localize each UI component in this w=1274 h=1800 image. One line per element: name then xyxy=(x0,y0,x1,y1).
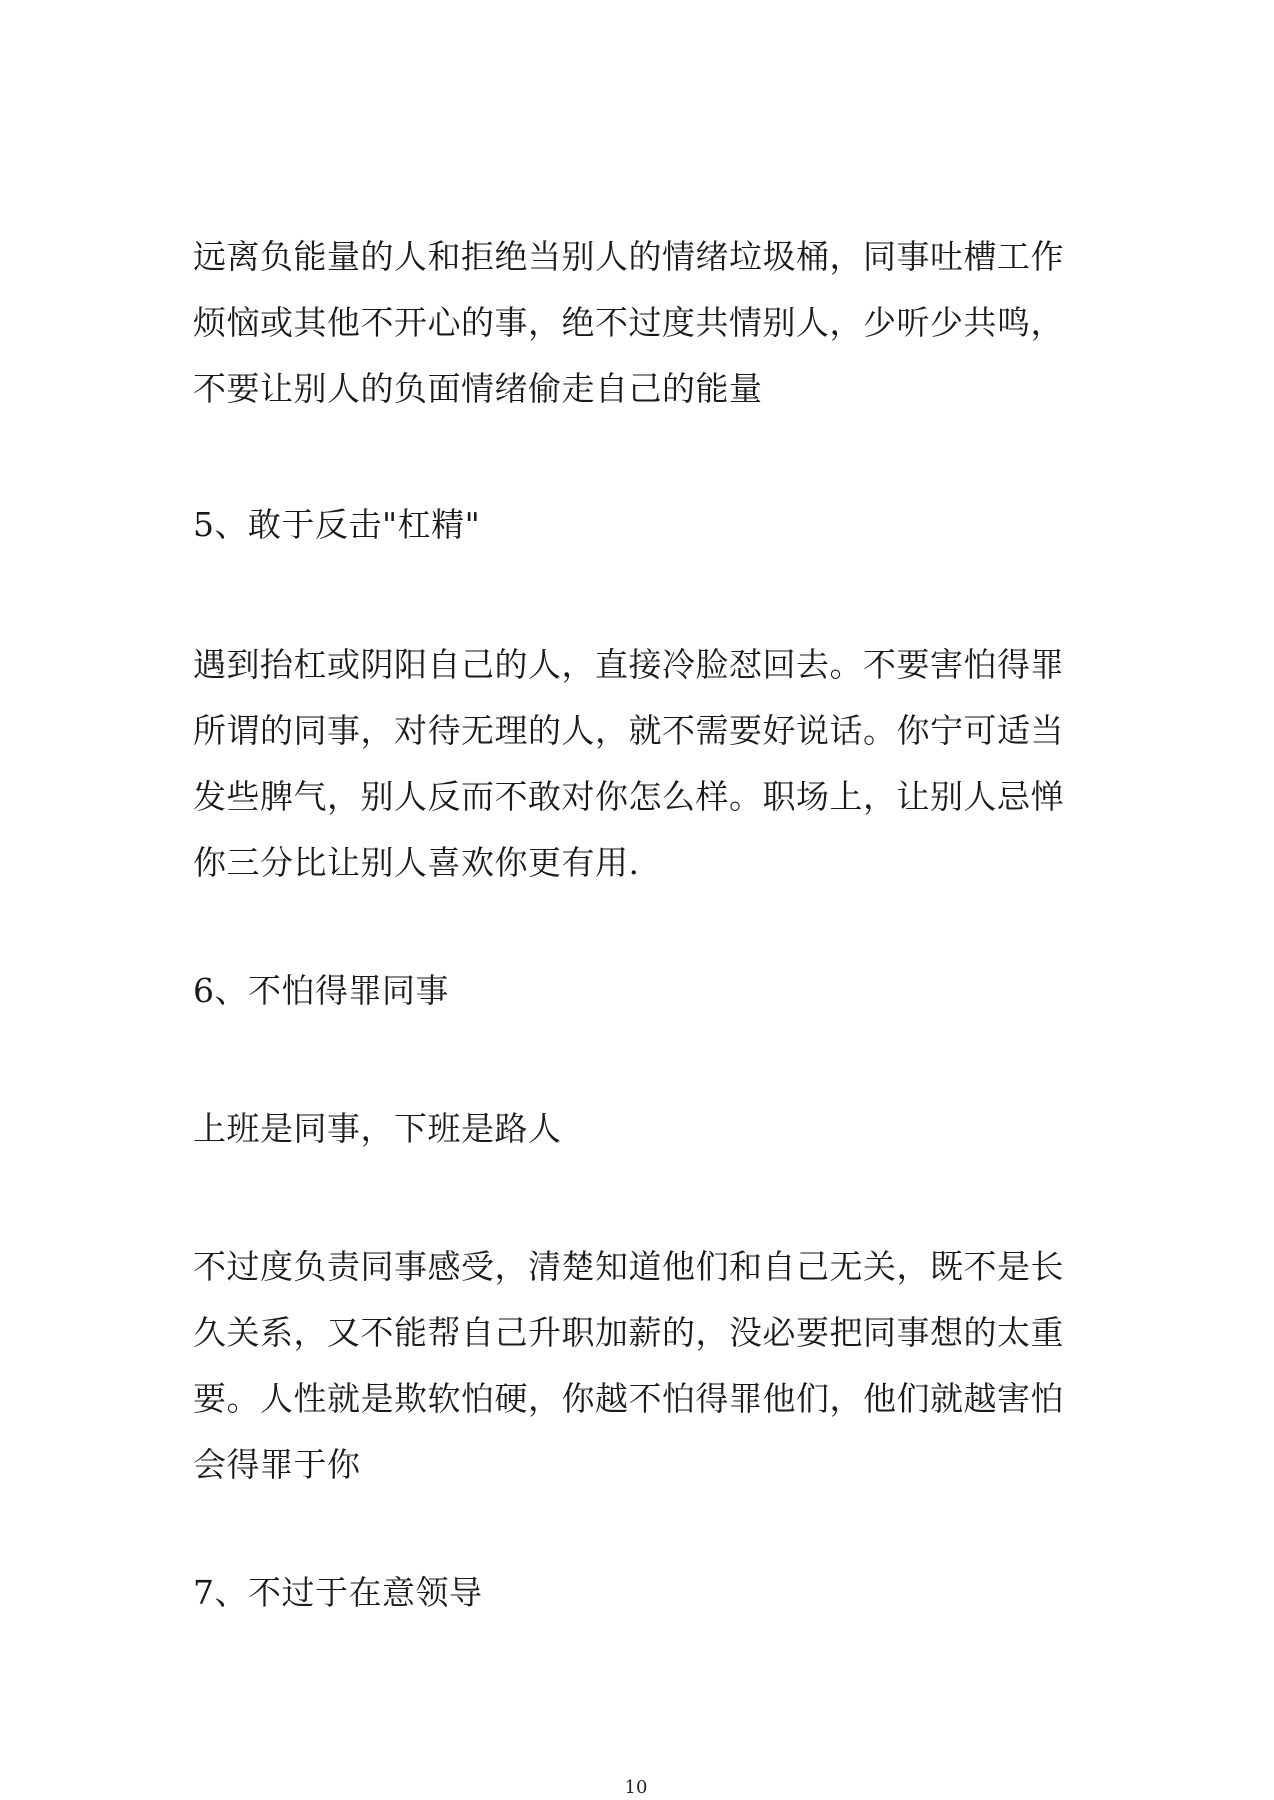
paragraph-colleagues xyxy=(193,1096,1093,1162)
section-heading-5 xyxy=(193,492,1093,558)
text-line: 烦恼或其他不开心的事，绝不过度共情别人，少听少共鸣， xyxy=(193,303,1064,342)
text-line: 所谓的同事，对待无理的人，就不需要好说话。你宁可适当 xyxy=(193,711,1064,750)
text-line: 上班是同事，下班是路人 xyxy=(193,1109,562,1148)
page-number: 10 xyxy=(624,1777,648,1798)
section-heading-6 xyxy=(193,958,1093,1024)
paragraph-not-responsible xyxy=(193,1234,1093,1498)
text-line: 遇到抬杠或阴阳自己的人，直接冷脸怼回去。不要害怕得罪 xyxy=(193,645,1064,684)
text-line: 要。人性就是欺软怕硬，你越不怕得罪他们，他们就越害怕 xyxy=(193,1379,1064,1418)
paragraph-fight-back xyxy=(193,632,1093,896)
text-line: 你三分比让别人喜欢你更有用. xyxy=(193,843,640,882)
heading-text: 5、敢于反击"杠精" xyxy=(193,505,481,544)
text-line: 发些脾气，别人反而不敢对你怎么样。职场上，让别人忌惮 xyxy=(193,777,1064,816)
paragraph-negative-energy xyxy=(193,224,1093,422)
heading-text: 6、不怕得罪同事 xyxy=(193,971,449,1010)
text-line: 不过度负责同事感受，清楚知道他们和自己无关，既不是长 xyxy=(193,1247,1064,1286)
text-line: 会得罪于你 xyxy=(193,1445,361,1484)
text-line: 不要让别人的负面情绪偷走自己的能量 xyxy=(193,369,763,408)
text-line: 远离负能量的人和拒绝当别人的情绪垃圾桶，同事吐槽工作 xyxy=(193,237,1064,276)
heading-text: 7、不过于在意领导 xyxy=(193,1573,483,1612)
section-heading-7 xyxy=(193,1560,1093,1626)
text-line: 久关系，又不能帮自己升职加薪的，没必要把同事想的太重 xyxy=(193,1313,1064,1352)
